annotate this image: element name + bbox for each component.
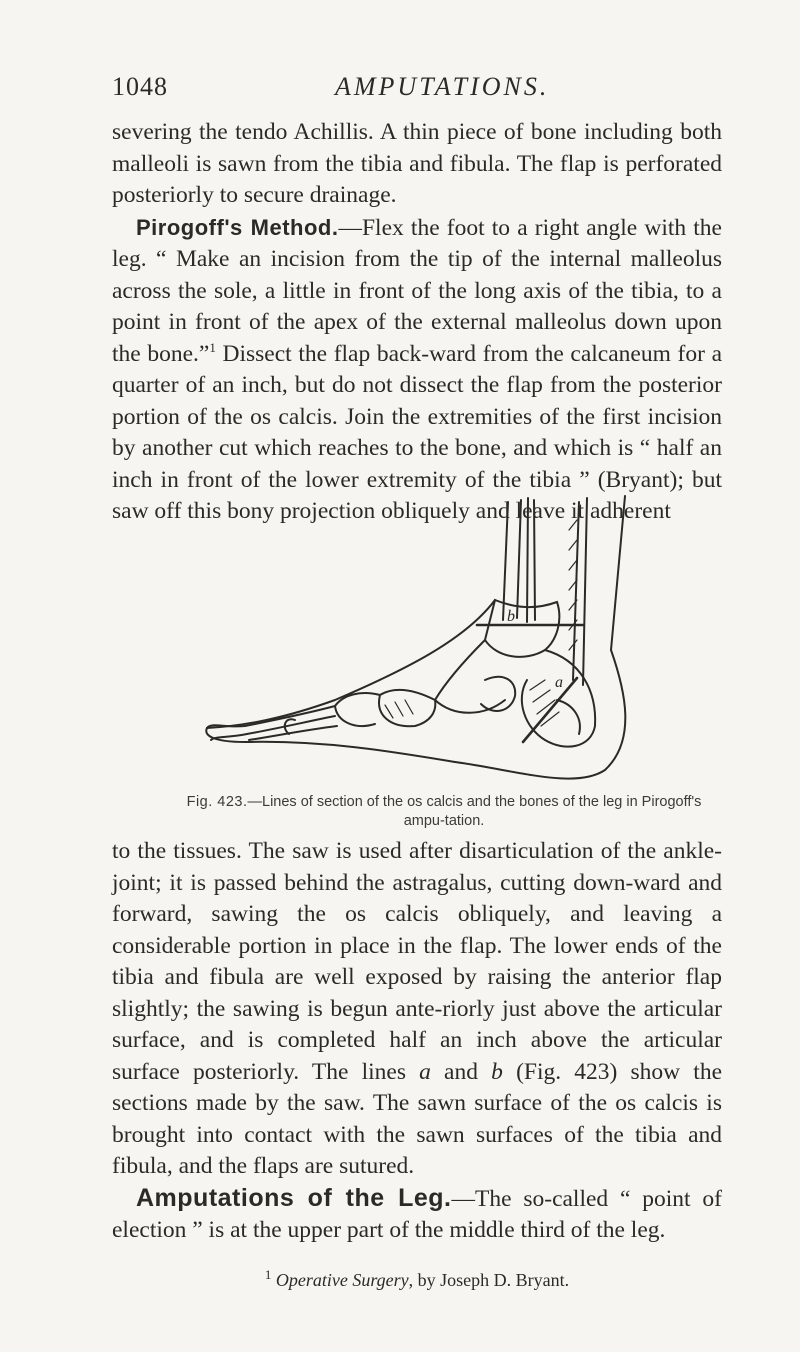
figure-caption — [168, 793, 720, 831]
top-text-block — [112, 117, 722, 528]
paragraph-intro: severing the tendo Achillis. A thin piece of bone including both malleoli is sawn from the tibia and fibula. The flap is perforated posteriorly to secure drainage. — [112, 119, 722, 208]
tibia-outline — [527, 498, 535, 622]
footnote-rest: , by Joseph D. Bryant. — [408, 1270, 570, 1290]
pirogoff-text-b: Dissect the flap back-ward from the calcaneum for a quarter of an inch, but do not dissect the flap from the posterior portion of the os calcis. Join the extremities of the first incision by another cut which reaches to the bone, and which is “ half an inch in front of the lower extremity of the tibia ” (Bryant); but saw off this bony projection obliquely and leave it adherent — [112, 340, 722, 524]
procedure-and: and — [430, 1058, 492, 1085]
figure-label: Fig. 423. — [186, 794, 248, 810]
footnote — [112, 1267, 722, 1291]
paragraph-procedure — [112, 836, 722, 1183]
fibula-shaft — [573, 498, 587, 685]
section-line-a — [523, 678, 577, 742]
italic-line-b: b — [491, 1058, 503, 1085]
pirogoff-text-a: —Flex the foot to a right angle with the leg. “ Make an incision from the tip of the internal malleolus across the sole, a little in front of the long axis of the tibia, to a point in front of the apex of the external malleolus down upon the bone.” — [112, 214, 722, 367]
figure-mark-a: a — [555, 674, 563, 691]
page-number: 1048 — [112, 72, 168, 101]
italic-line-a: a — [419, 1058, 431, 1085]
foot-bones-figure — [185, 490, 635, 790]
procedure-text-b: (Fig. 423) show the sections made by the saw. The sawn surface of the os calcis is brought into contact with the sawn surfaces of the tibia and fibula, and the flaps are sutured. — [112, 1058, 723, 1179]
footnote-title: Operative Surgery — [275, 1270, 409, 1290]
bottom-text-block — [112, 836, 722, 1247]
figure-mark-b: b — [507, 608, 515, 625]
leg-text: —The so-called “ point of election ” is at the upper part of the middle third of the leg. — [112, 1185, 722, 1243]
section-heading-pirogoff: Pirogoff's Method. — [136, 214, 339, 240]
footnote-reference: 1 — [209, 339, 216, 355]
procedure-text-a: to the tissues. The saw is used after disarticulation of the ankle-joint; it is passed behind the astragalus, cutting down-ward and forward, sawing the os calcis obliquely, and leaving a considerable portion in place in the flap. The lower ends of the tibia and fibula are well exposed by raising the anterior flap slightly; the sawing is begun ante-riorly just above the articular surface, and is completed half an inch above the articular surface posteriorly. The lines — [112, 838, 722, 1085]
section-heading-leg: Amputations of the Leg. — [136, 1183, 452, 1212]
paragraph-pirogoff — [112, 212, 722, 528]
tibia-shaft — [503, 500, 521, 620]
running-title: AMPUTATIONS. — [335, 72, 550, 101]
figure-caption-text: —Lines of section of the os calcis and the bones of the leg in Pirogoff's ampu-tation. — [247, 794, 702, 829]
footnote-marker: 1 — [264, 1267, 272, 1282]
paragraph-leg-amputations — [112, 1183, 722, 1247]
